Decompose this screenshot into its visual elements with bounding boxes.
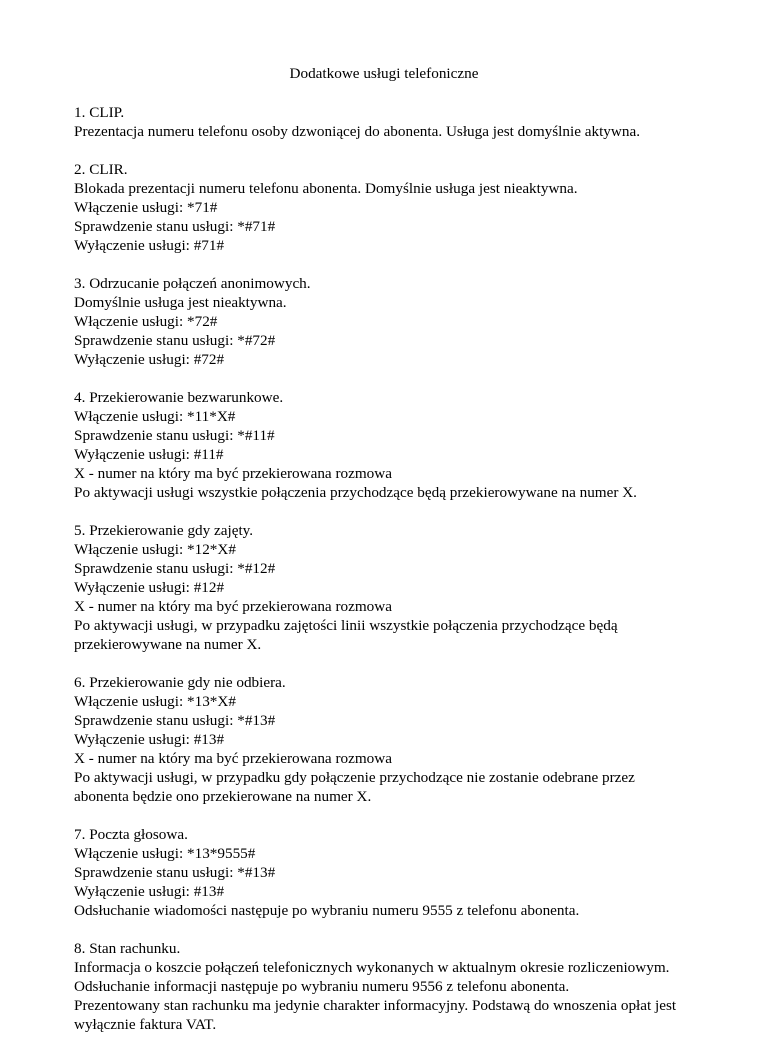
section-line: Wyłączenie usługi: #11# <box>74 446 224 463</box>
section-line: Sprawdzenie stanu usługi: *#13# <box>74 712 276 729</box>
section-line: Blokada prezentacji numeru telefonu abonenta. Domyślnie usługa jest nieaktywna. <box>74 180 578 197</box>
section-line: Sprawdzenie stanu usługi: *#12# <box>74 560 276 577</box>
section-line: X - numer na który ma być przekierowana rozmowa <box>74 598 392 615</box>
section-line: Prezentowany stan rachunku ma jedynie charakter informacyjny. Podstawą do wnoszenia opłat jest <box>74 997 677 1014</box>
section-line: wyłącznie faktura VAT. <box>74 1016 217 1033</box>
section-anonymous-reject <box>74 274 754 369</box>
section-line: Włączenie usługi: *13*9555# <box>74 845 256 862</box>
section-no-answer-forward <box>74 673 754 806</box>
section-line: Domyślnie usługa jest nieaktywna. <box>74 294 287 311</box>
section-line: Wyłączenie usługi: #12# <box>74 579 225 596</box>
section-line: Odsłuchanie informacji następuje po wybraniu numeru 9556 z telefonu abonenta. <box>74 978 570 995</box>
document-page <box>74 64 754 1053</box>
section-clir <box>74 160 754 255</box>
section-heading: 7. Poczta głosowa. <box>74 826 188 843</box>
section-line: Sprawdzenie stanu usługi: *#71# <box>74 218 276 235</box>
section-line: Po aktywacji usługi, w przypadku zajętości linii wszystkie połączenia przychodzące będą <box>74 617 618 634</box>
section-line: Sprawdzenie stanu usługi: *#72# <box>74 332 276 349</box>
section-busy-forward <box>74 521 754 654</box>
section-line: Po aktywacji usługi wszystkie połączenia przychodzące będą przekierowywane na numer X. <box>74 484 637 501</box>
section-line: Sprawdzenie stanu usługi: *#13# <box>74 864 276 881</box>
section-line: Włączenie usługi: *13*X# <box>74 693 236 710</box>
section-heading: 8. Stan rachunku. <box>74 940 181 957</box>
section-line: Włączenie usługi: *72# <box>74 313 218 330</box>
section-line: Prezentacja numeru telefonu osoby dzwoniącej do abonenta. Usługa jest domyślnie aktywna. <box>74 123 640 140</box>
section-line: Wyłączenie usługi: #72# <box>74 351 225 368</box>
section-line: Informacja o koszcie połączeń telefonicznych wykonanych w aktualnym okresie rozliczeniowym. <box>74 959 670 976</box>
section-line: przekierowywane na numer X. <box>74 636 262 653</box>
section-heading: 5. Przekierowanie gdy zajęty. <box>74 522 254 539</box>
section-line: Sprawdzenie stanu usługi: *#11# <box>74 427 275 444</box>
section-heading: 6. Przekierowanie gdy nie odbiera. <box>74 674 286 691</box>
section-line: Po aktywacji usługi, w przypadku gdy połączenie przychodzące nie zostanie odebrane przez <box>74 769 635 786</box>
section-heading: 3. Odrzucanie połączeń anonimowych. <box>74 275 311 292</box>
section-line: Wyłączenie usługi: #71# <box>74 237 225 254</box>
section-line: Włączenie usługi: *11*X# <box>74 408 236 425</box>
section-heading: 2. CLIR. <box>74 161 128 178</box>
section-line: X - numer na który ma być przekierowana rozmowa <box>74 465 392 482</box>
section-line: X - numer na który ma być przekierowana rozmowa <box>74 750 392 767</box>
section-clip <box>74 103 754 141</box>
section-line: Odsłuchanie wiadomości następuje po wybraniu numeru 9555 z telefonu abonenta. <box>74 902 580 919</box>
section-line: Wyłączenie usługi: #13# <box>74 883 225 900</box>
section-line: Wyłączenie usługi: #13# <box>74 731 225 748</box>
section-line: abonenta będzie ono przekierowane na numer X. <box>74 788 372 805</box>
document-title: Dodatkowe usługi telefoniczne <box>289 65 479 82</box>
section-voicemail <box>74 825 754 920</box>
section-heading: 1. CLIP. <box>74 104 125 121</box>
section-account-balance <box>74 939 754 1034</box>
section-unconditional-forward <box>74 388 754 502</box>
section-line: Włączenie usługi: *12*X# <box>74 541 236 558</box>
section-heading: 4. Przekierowanie bezwarunkowe. <box>74 389 284 406</box>
section-line: Włączenie usługi: *71# <box>74 199 218 216</box>
